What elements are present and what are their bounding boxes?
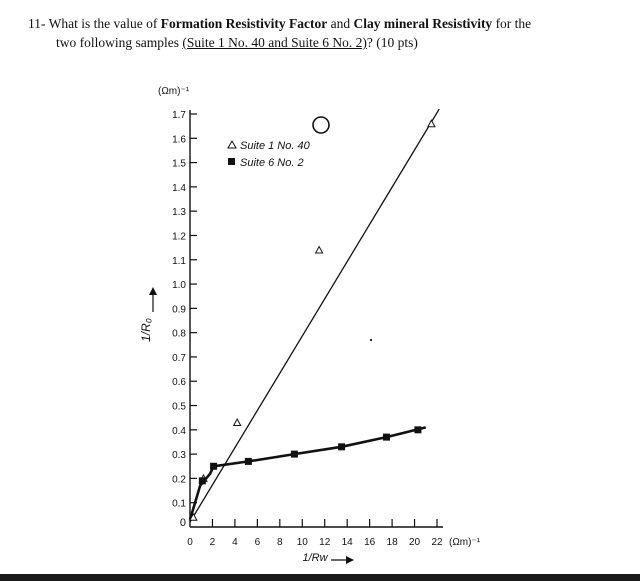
x-axis-label: 1/Rw [302,552,328,564]
y-tick-label: 0.7 [172,352,186,364]
samples-underlined: (Suite 1 No. 40 and Suite 6 No. 2) [182,35,367,50]
y-tick-label: 1.4 [172,182,186,194]
question-number: 11- [28,16,46,31]
y-tick-label: 1.6 [172,134,186,146]
y-tick-label: 0.3 [172,450,186,462]
y-tick-label: 0.2 [172,474,186,486]
question-text-3: for the [495,16,532,31]
square-marker [338,443,345,450]
y-tick-label: 0.1 [172,498,186,510]
x-tick-label: 0 [187,537,193,548]
x-tick-label: 12 [319,537,331,548]
square-marker [291,451,298,458]
x-axis-unit: (Ωm)⁻¹ [449,537,481,548]
legend-triangle-marker [228,141,236,148]
y-tick-label: 1.0 [172,280,186,292]
question-text-1: What is the value of [48,16,158,31]
x-tick-label: 16 [364,537,376,548]
x-tick-label: 6 [254,537,261,548]
square-marker [383,434,390,441]
square-marker [414,426,421,433]
circle-annotation [313,117,329,133]
question-text-2: and [330,16,351,31]
y-tick-label: 0.8 [172,328,186,340]
x-tick-label: 22 [431,537,443,548]
y-tick-label: 0.9 [172,304,186,316]
series-line-1 [190,109,439,522]
y-axis-label: 1/R₀ [139,318,153,342]
square-marker [210,463,217,470]
clay-resistivity-term: Clay mineral Resistivity [353,16,493,31]
legend-label-suite-1: Suite 1 No. 40 [240,140,310,152]
y-axis-arrow-head [149,287,157,295]
legend-label-suite-6: Suite 6 No. 2 [240,157,304,169]
y-tick-label: 0.6 [172,377,186,389]
x-tick-label: 18 [386,537,398,548]
question-text-5: ? (10 pts) [366,35,418,50]
triangle-marker [428,120,435,127]
bottom-bar [0,574,640,581]
chart-legend [228,140,311,169]
y-tick-label: 0 [179,517,186,529]
y-tick-label: 1.5 [172,158,186,170]
formation-resistivity-term: Formation Resistivity Factor [160,16,328,31]
square-marker [199,477,206,484]
chart-lines [190,109,439,522]
x-tick-label: 10 [296,537,308,548]
x-tick-label: 4 [232,537,238,548]
y-axis-unit: (Ωm)⁻¹ [158,86,190,97]
y-tick-label: 1.1 [172,255,186,267]
triangle-marker [316,247,323,254]
chart-axes [149,110,443,564]
x-axis-arrow-head [346,556,354,564]
y-tick-label: 1.2 [172,231,186,243]
square-marker [245,458,252,465]
y-tick-label: 0.5 [172,401,186,413]
series-line-2 [190,427,426,519]
legend-square-marker [228,158,235,165]
triangle-marker [234,419,241,426]
stray-dot [370,339,372,341]
x-tick-label: 20 [408,537,421,548]
y-tick-label: 1.3 [172,207,186,219]
question-text-4: two following samples [56,35,179,50]
x-tick-label: 8 [277,537,283,548]
x-tick-label: 2 [209,537,216,548]
y-tick-label: 1.7 [172,110,186,121]
y-tick-label: 0.4 [172,425,186,437]
x-tick-label: 14 [341,537,353,548]
